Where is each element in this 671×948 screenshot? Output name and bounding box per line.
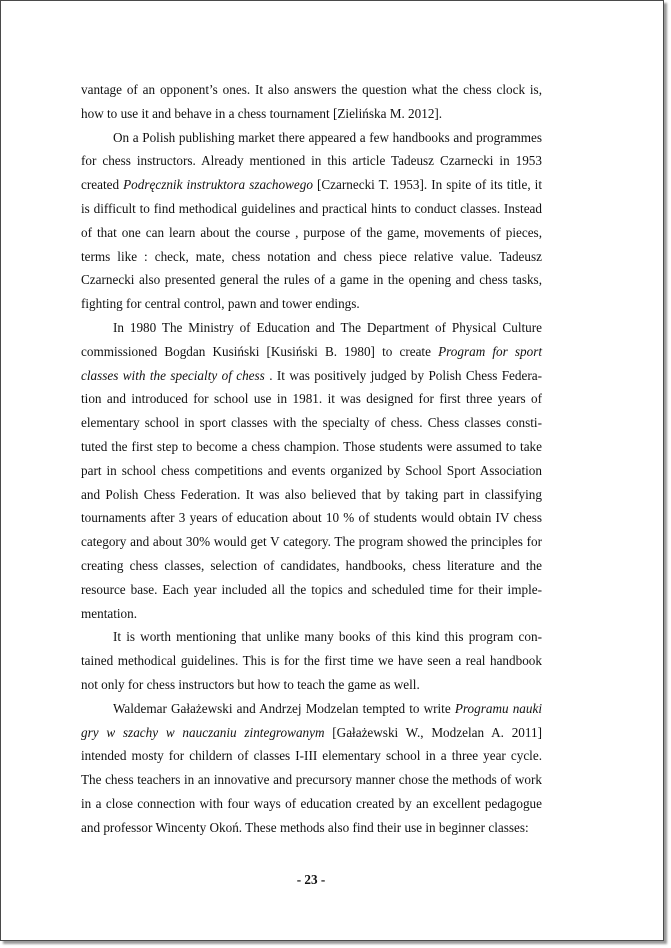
text-run: [Czarnecki T. 1953]. In spite of its title, it is difficult to find methodical guidelines and practical hints to conduct classes. Instead of that one can learn about the course , purpose of the game, movements of pieces, terms like : check, mate, chess notation and chess piece relative value. Tadeusz Czarnecki also presented general the rules of a game in the opening and chess tasks, fighting for central control, pawn and tower endings. bbox=[81, 177, 543, 312]
body-text bbox=[81, 78, 542, 840]
paragraph bbox=[81, 697, 542, 840]
italic-title: Podręcznik instruktora szachowego bbox=[123, 177, 313, 193]
text-run: [Gałażewski W., Modzelan A. 2011] intended mosty for childern of classes I-III elementary school in a three year cycle. The chess teachers in an innovative and precursory manner chose the methods of work in a close connection with four ways of education created by an excellent pedagogue and professor Wincenty Okoń. These methods also find their use in beginner classes: bbox=[81, 724, 542, 835]
text-run: In 1980 The Ministry of Education and The Department of Physical Culture commissioned Bogdan Kusiński [Kusiński B. 1980] to create bbox=[81, 319, 542, 359]
text-run: It is worth mentioning that unlike many books of this kind this program contained methodical guidelines. This is for the first time we have seen a real handbook not only for chess instructors but how to teach the game as well. bbox=[81, 629, 542, 692]
paragraph bbox=[81, 316, 542, 625]
text-run: vantage of an opponent’s ones. It also answers the question what the chess clock is, how to use it and behave in a chess tournament [Zielińska M. 2012]. bbox=[81, 82, 542, 121]
italic-title: Programu nauki gry w szachy w nauczaniu zintegrowanym bbox=[81, 700, 542, 740]
paragraph bbox=[81, 625, 542, 696]
italic-title: Program for sport classes with the specialty of chess bbox=[81, 343, 543, 383]
text-run: On a Polish publishing market there appeared a few handbooks and programmes for chess instructors. Already mentioned in this article Tadeusz Czarnecki in 1953 created bbox=[81, 129, 542, 193]
text-run: Waldemar Gałażewski and Andrzej Modzelan tempted to write bbox=[113, 700, 455, 716]
text-run: . It was positively judged by Polish Chess Federation and introduced for school use in 1981. it was designed for first three years of elementary school in sport classes with the specialty of chess. Chess classes constituted the first step to become a chess champion. Those students were assumed to take part in school chess competitions and events organized by School Sport Association and Polish Chess Federation. It was also believed that by taking part in classifying tournaments after 3 years of education about 10 % of students would obtain IV chess category and about 30% would get V category. The program showed the principles for creating chess classes, selection of candidates, handbooks, chess literature and the resource base. Each year included all the topics and scheduled time for their implementation. bbox=[81, 367, 542, 621]
page-number: - 23 - bbox=[296, 872, 326, 887]
paragraph bbox=[81, 78, 542, 126]
paragraph bbox=[81, 126, 542, 316]
